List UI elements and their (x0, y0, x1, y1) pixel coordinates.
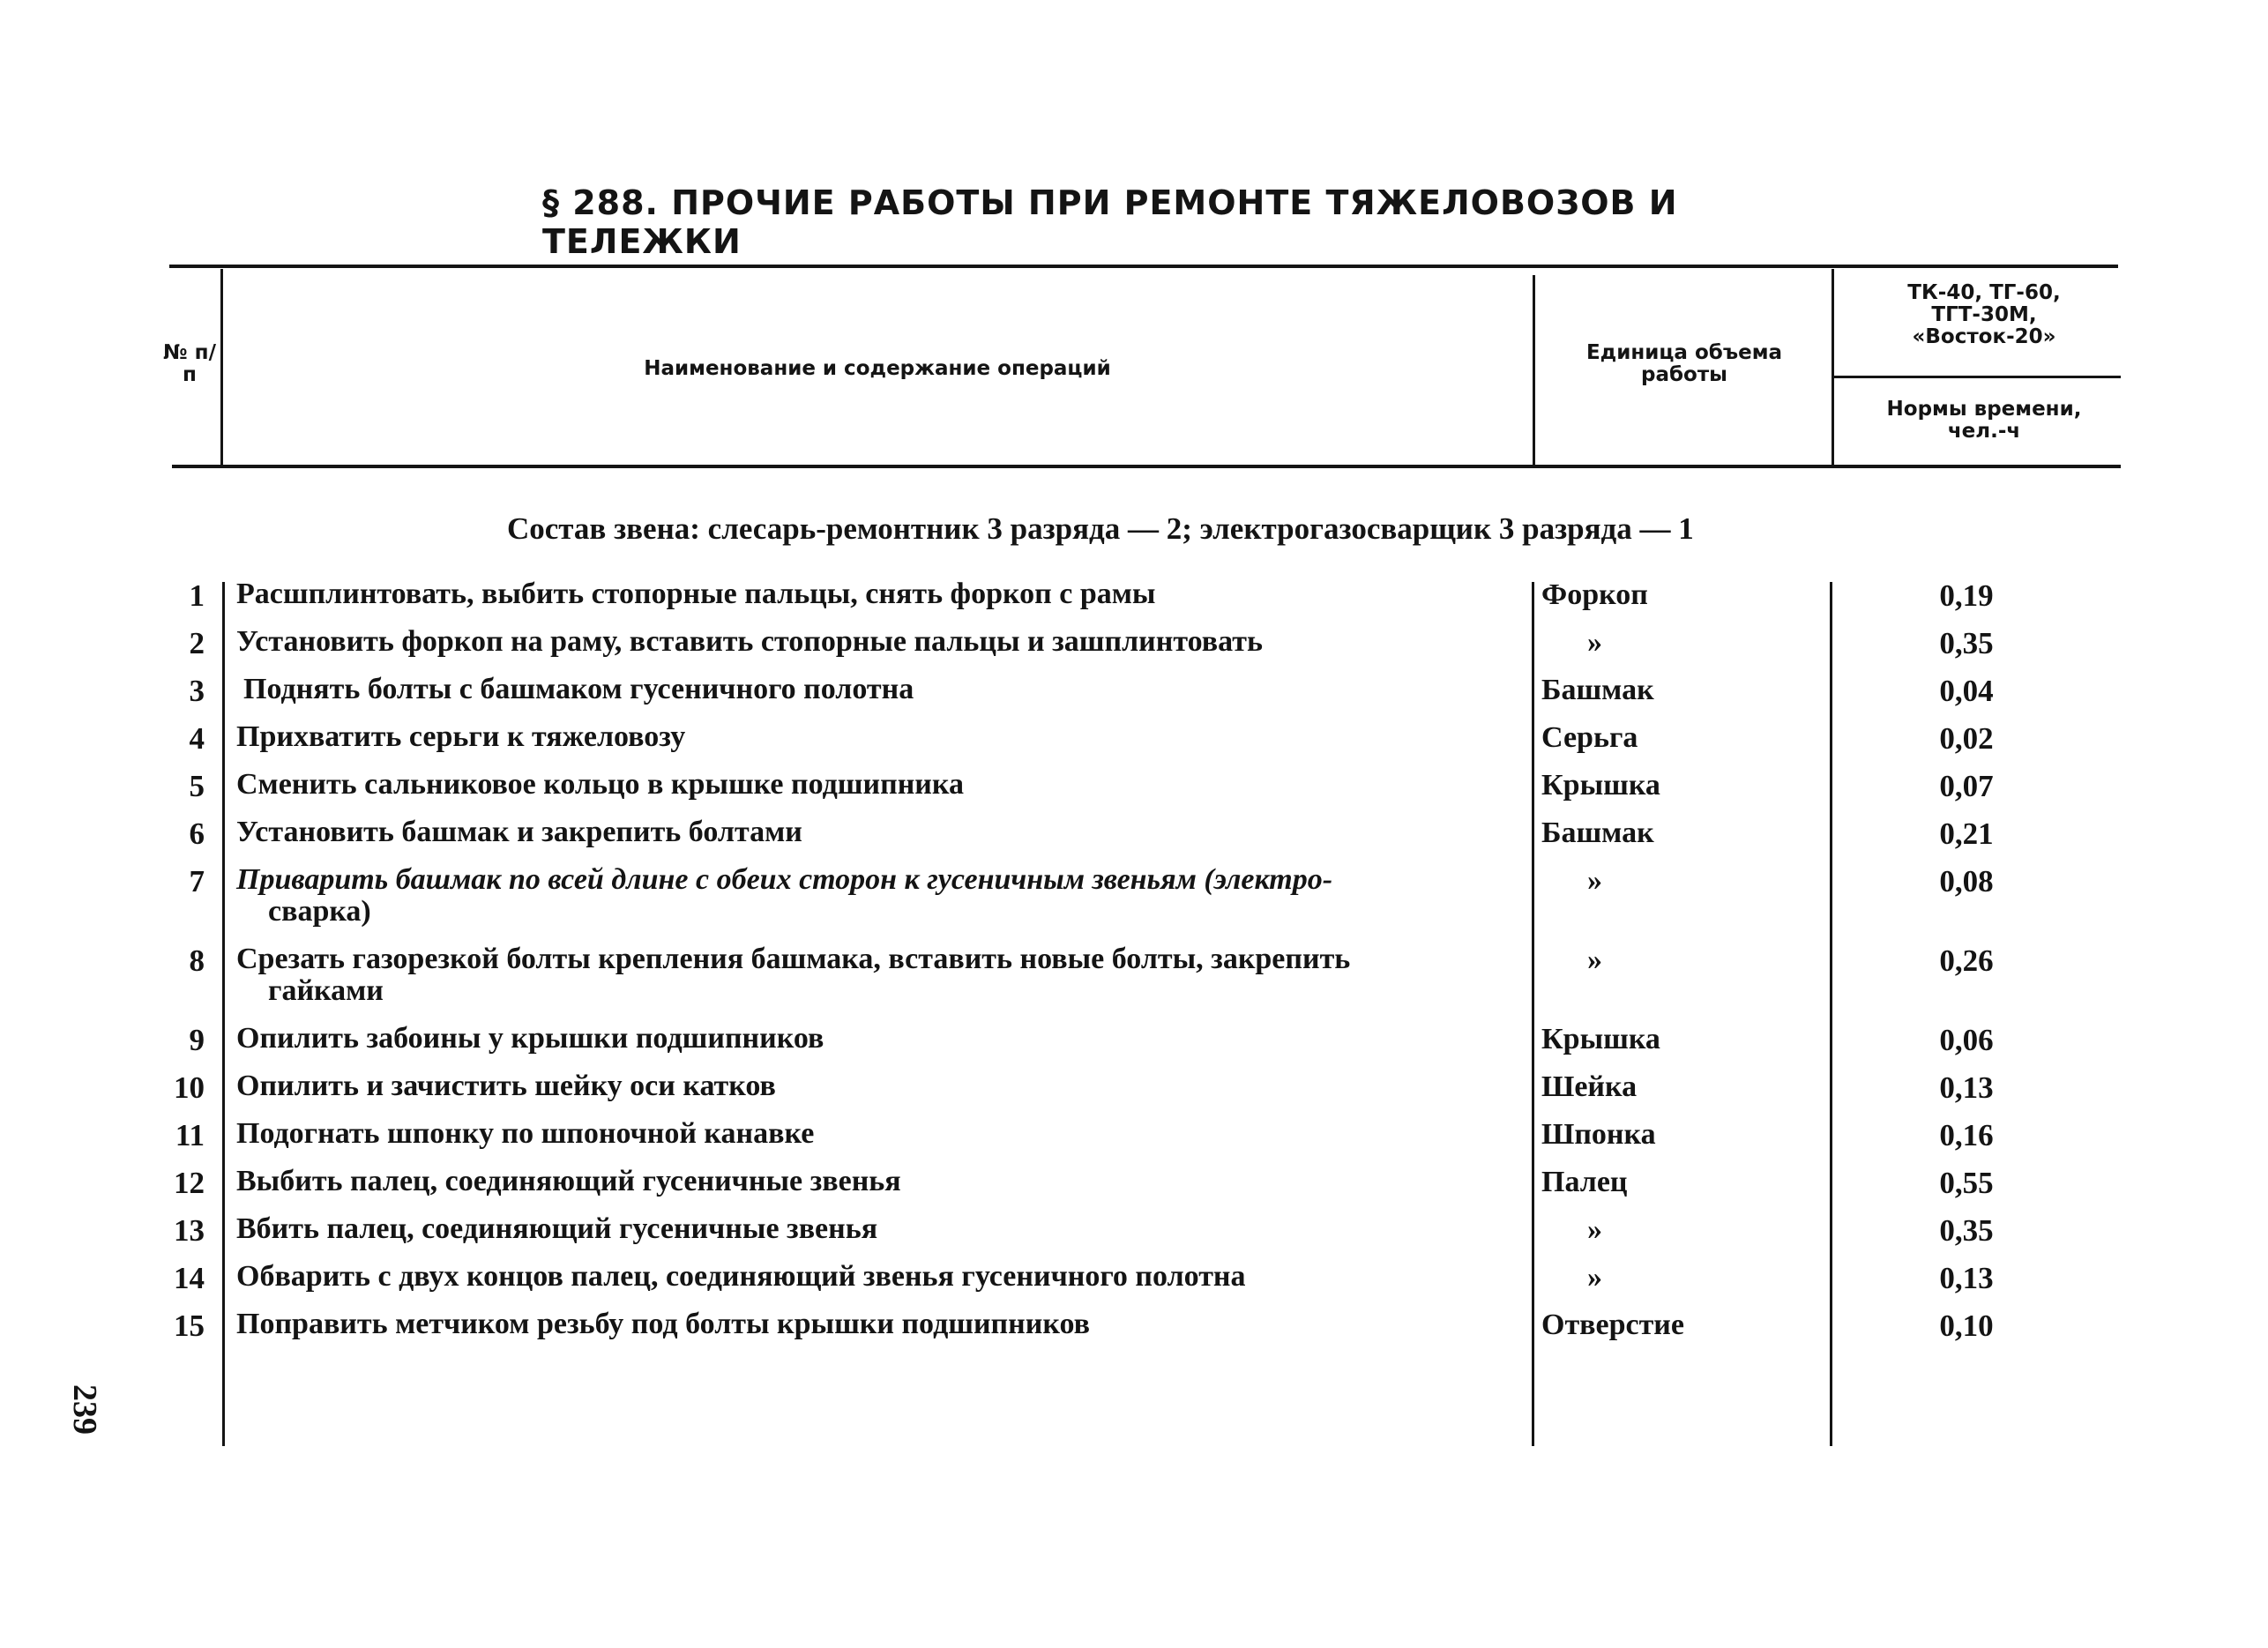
row-description-line2: гайками (268, 974, 384, 1007)
row-description (236, 943, 1515, 1007)
row-number: 8 (189, 943, 205, 978)
row-value: 0,26 (1939, 943, 1994, 978)
header-bottom-rule (172, 465, 2121, 468)
row-value: 0,35 (1939, 626, 1994, 660)
header-unit-label: Единица объема работы (1585, 341, 1783, 386)
row-number: 4 (189, 721, 205, 756)
row-unit: » (1587, 1261, 1602, 1294)
row-unit: » (1587, 626, 1602, 659)
row-unit: Крышка (1541, 769, 1660, 802)
header-num-label: № п/п (163, 341, 216, 386)
row-number: 3 (189, 674, 205, 708)
row-description-line2: сварка) (268, 895, 371, 928)
row-value: 0,02 (1939, 721, 1994, 756)
row-unit: » (1587, 943, 1602, 976)
row-number: 13 (174, 1213, 205, 1248)
row-description (236, 1023, 1515, 1055)
row-value: 0,08 (1939, 864, 1994, 899)
row-description (236, 578, 1515, 610)
header-name-label: Наименование и содержание операций (644, 357, 1111, 380)
row-description-line1: Опилить и зачистить шейку оси катков (236, 1070, 776, 1102)
row-unit: Крышка (1541, 1023, 1660, 1055)
row-value: 0,04 (1939, 674, 1994, 708)
row-description-line1: Срезать газорезкой болты крепления башмака, вставить новые болты, закрепить (236, 943, 1351, 975)
row-unit: Форкоп (1541, 578, 1648, 611)
row-number: 1 (189, 578, 205, 613)
column-divider-1 (220, 269, 223, 465)
row-description-line1: Расшплинтовать, выбить стопорные пальцы, снять форкоп с рамы (236, 578, 1156, 610)
row-description (236, 1213, 1515, 1245)
row-unit: » (1587, 1213, 1602, 1246)
row-description (236, 1118, 1515, 1150)
row-value: 0,13 (1939, 1261, 1994, 1295)
row-description (236, 769, 1515, 801)
column-divider-2 (1533, 275, 1535, 465)
body-divider-2 (1532, 582, 1534, 1446)
body-divider-3 (1830, 582, 1832, 1446)
row-description (236, 817, 1515, 848)
row-unit: Башмак (1541, 674, 1654, 706)
page-number: 239 (66, 1384, 103, 1435)
row-description-line1: Приварить башмак по всей длине с обеих сторон к гусеничным звеньям (электро- (236, 863, 1333, 896)
row-description-line1: Поправить метчиком резьбу под болты крышки подшипников (236, 1308, 1090, 1340)
row-description (236, 1309, 1515, 1340)
row-value: 0,19 (1939, 578, 1994, 613)
row-unit: Палец (1541, 1166, 1628, 1198)
row-number: 9 (189, 1023, 205, 1057)
row-unit: » (1587, 864, 1602, 897)
row-unit: Башмак (1541, 817, 1654, 849)
body-divider-1 (222, 582, 225, 1446)
row-description-line1: Выбить палец, соединяющий гусеничные звенья (236, 1165, 901, 1197)
row-description-line1: Установить форкоп на раму, вставить стопорные пальцы и зашплинтовать (236, 625, 1263, 658)
row-unit: Шейка (1541, 1070, 1638, 1103)
row-unit: Серьга (1541, 721, 1638, 754)
row-description-line1: Поднять болты с башмаком гусеничного полотна (243, 673, 914, 705)
header-models-label: ТК-40, ТГ-60, ТГТ-30М, «Восток-20» (1907, 281, 2061, 348)
row-description (236, 1070, 1515, 1102)
row-description-line1: Опилить забоины у крышки подшипников (236, 1022, 824, 1055)
row-number: 6 (189, 817, 205, 851)
row-value: 0,35 (1939, 1213, 1994, 1248)
row-description (236, 721, 1515, 753)
header-norms-label: Нормы времени, чел.-ч (1886, 398, 2082, 443)
row-value: 0,21 (1939, 817, 1994, 851)
section-title: § 288. ПРОЧИЕ РАБОТЫ ПРИ РЕМОНТЕ ТЯЖЕЛОВОЗОВ И ТЕЛЕЖКИ (542, 183, 1678, 261)
row-value: 0,07 (1939, 769, 1994, 803)
row-description (236, 1261, 1515, 1293)
header-top-rule (169, 265, 2118, 268)
row-description (236, 626, 1515, 658)
row-value: 0,16 (1939, 1118, 1994, 1152)
row-number: 12 (174, 1166, 205, 1200)
row-number: 5 (189, 769, 205, 803)
row-number: 15 (174, 1309, 205, 1343)
row-description (236, 864, 1515, 928)
row-value: 0,13 (1939, 1070, 1994, 1105)
row-value: 0,55 (1939, 1166, 1994, 1200)
row-description-line1: Вбить палец, соединяющий гусеничные звенья (236, 1212, 878, 1245)
row-number: 7 (189, 864, 205, 899)
row-unit: Шпонка (1541, 1118, 1656, 1151)
row-description-line1: Установить башмак и закрепить болтами (236, 816, 802, 848)
row-unit: Отверстие (1541, 1309, 1684, 1341)
row-description-line1: Обварить с двух концов палец, соединяющий звенья гусеничного полотна (236, 1260, 1246, 1293)
row-number: 11 (175, 1118, 205, 1152)
header-split-rule (1834, 376, 2121, 378)
row-value: 0,10 (1939, 1309, 1994, 1343)
row-description-line1: Подогнать шпонку по шпоночной канавке (236, 1117, 815, 1150)
row-value: 0,06 (1939, 1023, 1994, 1057)
row-description-line1: Прихватить серьги к тяжеловозу (236, 720, 686, 753)
row-number: 2 (189, 626, 205, 660)
row-description-line1: Сменить сальниковое кольцо в крышке подшипника (236, 768, 964, 801)
crew-composition: Состав звена: слесарь-ремонтник 3 разряда — 2; электрогазосварщик 3 разряда — 1 (507, 511, 1694, 546)
row-description (236, 1166, 1515, 1197)
row-description (243, 674, 1522, 705)
row-number: 14 (174, 1261, 205, 1295)
row-number: 10 (174, 1070, 205, 1105)
column-divider-3 (1832, 269, 1834, 465)
